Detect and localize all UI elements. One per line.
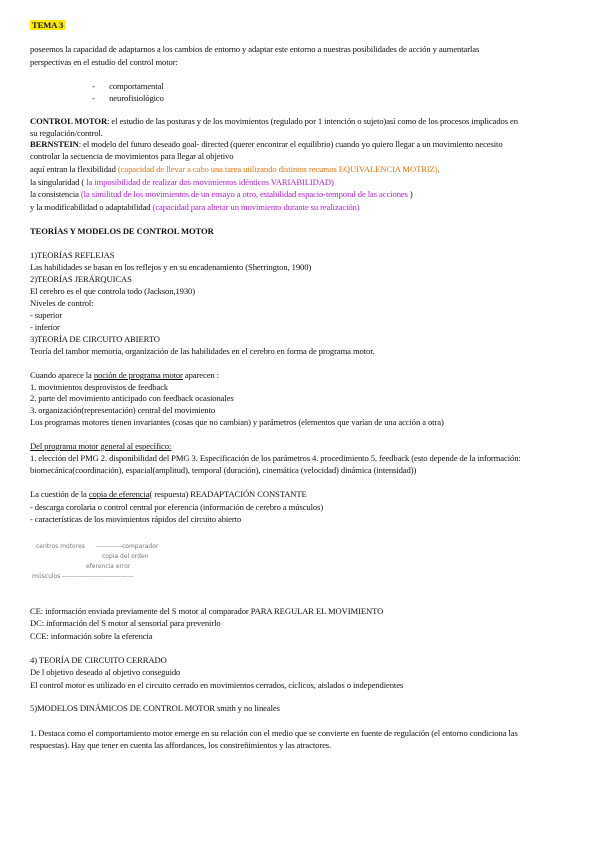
teoria-title: 2)TEORÍAS JERÁRQUICAS — [30, 274, 132, 284]
intro-line: perspectivas en el estudio del control motor: — [30, 57, 178, 67]
teoria-text: biomecánica(coordinación), espacial(amplitud), temporal (duración), cinemática (velocidad) dinámica (intensidad)) — [30, 465, 417, 475]
teoria-title: 3)TEORÍA DE CIRCUITO ABIERTO — [30, 334, 160, 344]
definition-line: CCE: información sobre la eferencia — [30, 631, 153, 641]
modificabilidad-line: y la modificabilidad o adaptabilidad (capacidad para alterar un movimiento durante su realización) — [30, 202, 360, 212]
teoria-text: - características de los movimientos rápidos del circuito abierto — [30, 514, 242, 524]
teoria-text: El control motor es utilizado en el circuito cerrado en movimientos cerrados, cíclicos, aislados o independientes — [30, 680, 404, 690]
intro-line: poseemos la capacidad de adaptarnos a los cambios de entorno y adaptar este entorno a nuestras posibilidades de acción y aumentarlas — [30, 44, 480, 54]
teoria-title: 4) TEORÍA DE CIRCUITO CERRADO — [30, 655, 167, 665]
teoria-text: 3. organización(representación) central del movimiento — [30, 405, 216, 415]
tema-heading: TEMA 3 — [32, 20, 64, 30]
teoria-text: 1. movimientos desprovistos de feedback — [30, 382, 169, 392]
teoria-subheading: Del programa motor general al específico: — [30, 441, 172, 451]
teoria-text: 2. parte del movimiento anticipado con feedback ocasionales — [30, 393, 234, 403]
teoria-text: respuestas). Hay que tener en cuenta las affordances, los constreñimientos y las atractores. — [30, 740, 332, 750]
diagram-label: ------------comparador — [96, 543, 159, 550]
diagram-label: músculos --------------------------------- — [32, 573, 134, 580]
teoria-text: Los programas motores tienen invariantes (cosas que no cambian) y parámetros (elementos que varían de una acción a otra) — [30, 417, 444, 427]
teoria-text: Las habilidades se basan en los reflejos y en su encadenamiento (Sherrington, 1900) — [30, 262, 312, 272]
diagram-label: copia del orden — [102, 553, 149, 560]
teoria-text: - inferior — [30, 322, 60, 332]
singularidad-line: la singularidad ( la imposibilidad de realizar dos movimientos idénticos VARIABILIDAD) — [30, 177, 334, 187]
consistencia-line: la consistencia (la similitud de los movimientos de un ensayo a otro, estabilidad espacio-temporal de las acciones ) — [30, 189, 413, 199]
teoria-text: De l objetivo deseado al objetivo conseguido — [30, 667, 181, 677]
teoria-text: El cerebro es el que controla todo (Jackson,1930) — [30, 286, 196, 296]
control-motor-def: su regulación/control. — [30, 128, 103, 138]
teoria-title: 5)MODELOS DINÁMICOS DE CONTROL MOTOR smith y no lineales — [30, 703, 280, 713]
teoria-text: Niveles de control: — [30, 298, 94, 308]
section-title: TEORÍAS Y MODELOS DE CONTROL MOTOR — [30, 226, 214, 236]
bernstein-def: controlar la secuencia de movimientos para llegar al objetivo — [30, 151, 234, 161]
bullet-item: - neurofisiológico — [92, 93, 164, 103]
control-motor-def: CONTROL MOTOR: el estudio de las posturas y de los movimientos (regulado por 1 intención o sujeto)así como de los procesos implicados en — [30, 116, 518, 126]
teoria-text: La cuestión de la copia de eferencia( respuesta) READAPTACIÓN CONSTANTE — [30, 489, 307, 499]
definition-line: CE: información enviada previamente del S motor al comparador PARA REGULAR EL MOVIMIENTO — [30, 606, 384, 616]
definition-line: DC: información del S motor al sensorial para prevenirlo — [30, 618, 221, 628]
flexibilidad-line: aquí entran la flexibilidad (capacidad de llevar a cabo una tarea utilizando distintos recursos EQUIVALENCIA MOTRIZ), — [30, 164, 440, 174]
teoria-text: 1. Destaca como el comportamiento motor emerge en su relación con el medio que se convierte en fuente de regulación (el entorno condiciona las — [30, 728, 518, 738]
diagram-label: eferencia error — [86, 563, 131, 570]
teoria-text: Cuando aparece la noción de programa motor aparecen : — [30, 370, 219, 380]
teoria-text: Teoría del tambor memoria, organización de las habilidades en el cerebro en forma de programa motor. — [30, 346, 375, 356]
teoria-text: - superior — [30, 310, 63, 320]
bernstein-def: BERNSTEIN: el modelo del futuro deseado goal- directed (querer encontrar el equilibrio) cuando yo quiero llegar a un movimiento necesito — [30, 139, 503, 149]
copia-eferencia-diagram — [32, 543, 212, 583]
teoria-title: 1)TEORÍAS REFLEJAS — [30, 250, 115, 260]
bullet-item: - comportamental — [92, 81, 164, 91]
teoria-text: 1. elección del PMG 2. disponibilidad del PMG 3. Especificación de los parámetros 4. procedimiento 5. feedback (esto depende de la información: — [30, 453, 521, 463]
diagram-label: centros motores — [36, 543, 85, 550]
teoria-text: - descarga corolaria o control central por eferencia (información de cerebro a músculos) — [30, 502, 324, 512]
